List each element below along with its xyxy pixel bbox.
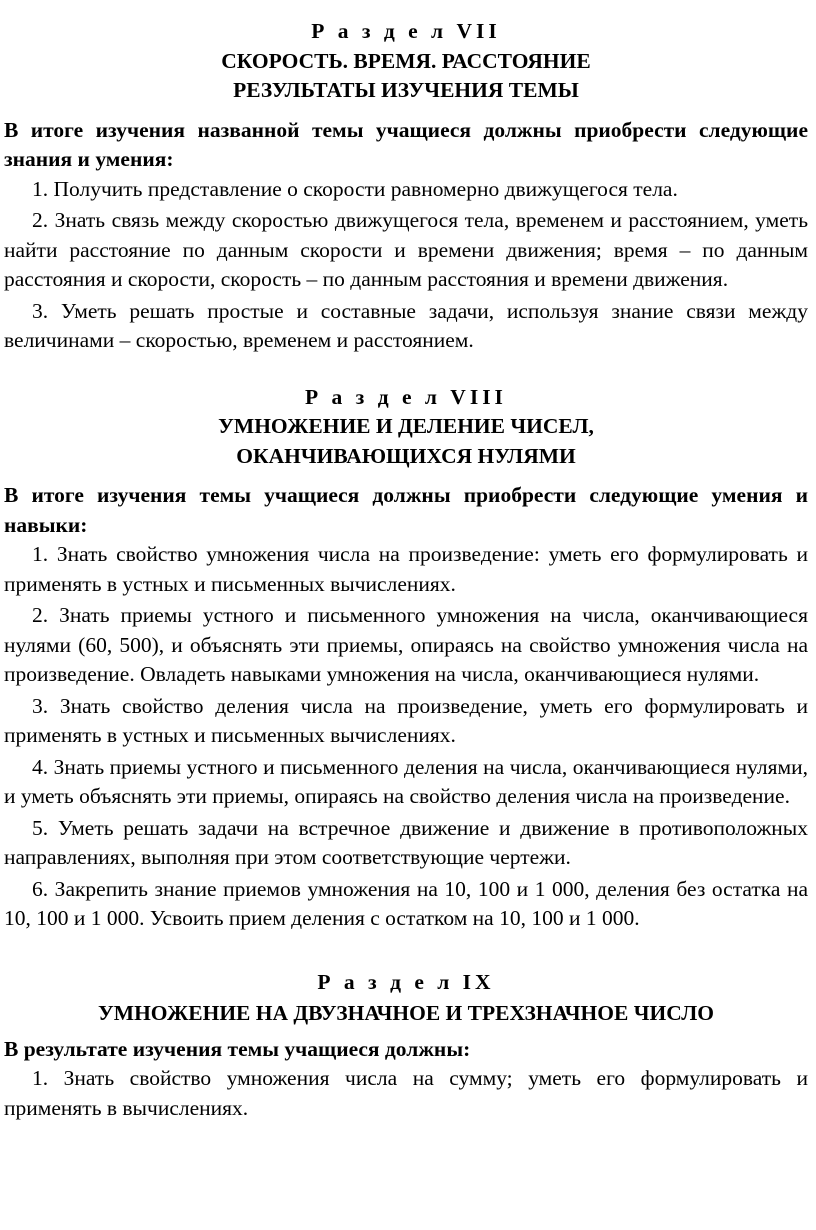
section-label: Р а з д е л VIII [305, 384, 507, 409]
list-item: 3. Уметь решать простые и составные задачи, используя знание связи между величинами – скоростью, временем и расстоянием. [4, 298, 808, 352]
section-label: Р а з д е л VII [311, 19, 501, 43]
section-title: УМНОЖЕНИЕ НА ДВУЗНАЧНОЕ И ТРЕХЗНАЧНОЕ ЧИСЛО [98, 1001, 714, 1025]
section-label: Р а з д е л IX [317, 969, 495, 994]
section-subtitle: РЕЗУЛЬТАТЫ ИЗУЧЕНИЯ ТЕМЫ [233, 78, 579, 102]
section-9 [4, 968, 808, 1124]
list-item: 2. Знать приемы устного и письменного умножения на числа, оканчивающиеся нулями (60, 500), и объяснять эти приемы, опираясь на свойство умножения числа на произведение. Овладеть навыками умножения на числа, оканчивающиеся нулями. [4, 603, 808, 686]
list-item: 5. Уметь решать задачи на встречное движение и движение в противоположных направлениях, выполняя при этом соответствующие чертежи. [4, 815, 808, 869]
list-item: 3. Знать свойство деления числа на произведение, уметь его формулировать и применять в устных и письменных вычислениях. [4, 693, 808, 747]
section-intro: В итоге изучения темы учащиеся должны приобрести следующие умения и навыки: [4, 483, 808, 537]
list-item: 1. Знать свойство умножения числа на сумму; уметь его формулировать и применять в вычислениях. [4, 1066, 808, 1120]
list-item: 2. Знать связь между скоростью движущегося тела, временем и расстоянием, уметь найти расстояние по данным скорости и времени движения; время – по данным расстояния и скорости, скорость – по данным расстояния и времени движения. [4, 208, 808, 291]
section-intro: В итоге изучения названной темы учащиеся должны приобрести следующие знания и умения: [4, 117, 808, 171]
list-item: 6. Закрепить знание приемов умножения на 10, 100 и 1 000, деления без остатка на 10, 100 и 1 000. Усвоить прием деления с остатком на 10, 100 и 1 000. [4, 876, 808, 930]
section-title-continued: ОКАНЧИВАЮЩИХСЯ НУЛЯМИ [236, 443, 576, 468]
list-item: 1. Знать свойство умножения числа на произведение: уметь его формулировать и применять в устных и письменных вычислениях. [4, 542, 808, 596]
section-intro: В результате изучения темы учащиеся должны: [4, 1036, 471, 1061]
section-7 [4, 0, 808, 356]
section-8 [4, 383, 808, 934]
section-title: УМНОЖЕНИЕ И ДЕЛЕНИЕ ЧИСЕЛ, [218, 414, 594, 438]
list-item: 4. Знать приемы устного и письменного деления на числа, оканчивающиеся нулями, и уметь объяснять эти приемы, опираясь на свойство деления числа на произведение. [4, 754, 808, 808]
list-item: 1. Получить представление о скорости равномерно движущегося тела. [32, 176, 678, 201]
section-title: СКОРОСТЬ. ВРЕМЯ. РАССТОЯНИЕ [221, 48, 591, 73]
